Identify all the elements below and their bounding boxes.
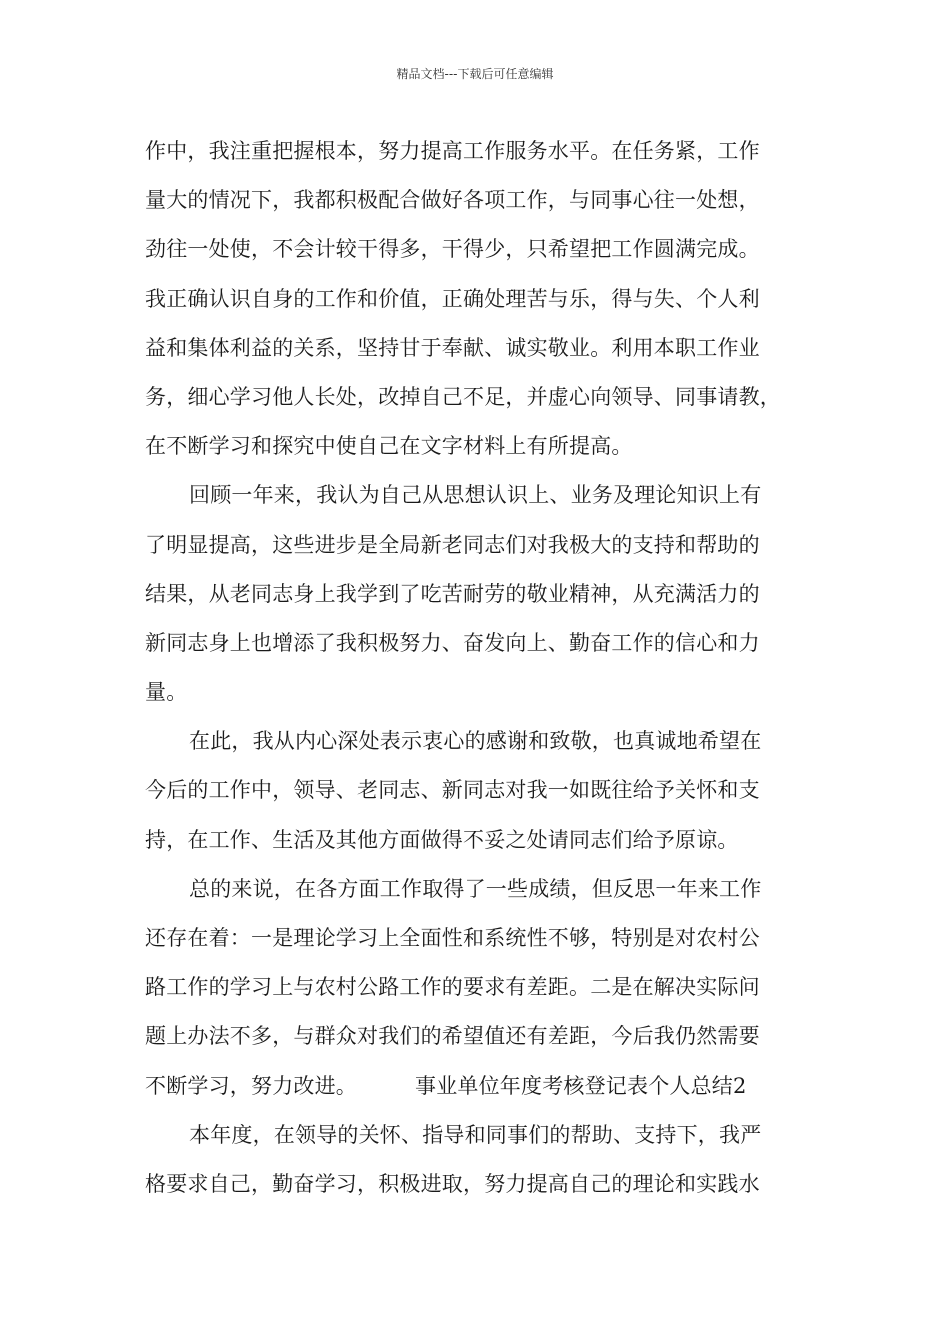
text-line: 了明显提高，这些进步是全局新老同志们对我极大的支持和帮助的 <box>145 532 760 557</box>
text-line: 还存在着：一是理论学习上全面性和系统性不够，特别是对农村公 <box>145 926 760 950</box>
page-header: 精品文档---下载后可任意编辑 <box>396 67 554 81</box>
text-line: 量大的情况下，我都积极配合做好各项工作，与同事心往一处想， <box>145 188 760 213</box>
text-line: 路工作的学习上与农村公路工作的要求有差距。二是在解决实际问 <box>145 975 760 1000</box>
section-title: 事业单位年度考核登记表个人总结2 <box>415 1073 747 1098</box>
paragraph-first-line: 总的来说，在各方面工作取得了一些成绩，但反思一年来工作 <box>189 876 762 901</box>
paragraph-first-line: 回顾一年来，我认为自己从思想认识上、业务及理论知识上有 <box>189 483 762 508</box>
text-line: 今后的工作中，领导、老同志、新同志对我一如既往给予关怀和支 <box>145 778 760 803</box>
text-line: 格要求自己，勤奋学习，积极进取，努力提高自己的理论和实践水 <box>145 1171 760 1196</box>
text-line: 结果，从老同志身上我学到了吃苦耐劳的敬业精神，从充满活力的 <box>145 581 760 606</box>
text-line: 持，在工作、生活及其他方面做得不妥之处请同志们给予原谅。 <box>145 827 739 852</box>
text-line: 劲往一处使，不会计较干得多，干得少，只希望把工作圆满完成。 <box>145 237 760 262</box>
text-line: 新同志身上也增添了我积极努力、奋发向上、勤奋工作的信心和力 <box>145 630 760 655</box>
text-line: 在不断学习和探究中使自己在文字材料上有所提高。 <box>145 434 633 459</box>
text-line: 我正确认识自身的工作和价值，正确处理苦与乐，得与失、个人利 <box>145 286 760 311</box>
document-body <box>145 135 825 1217</box>
text-line: 题上办法不多，与群众对我们的希望值还有差距，今后我仍然需要 <box>145 1024 760 1049</box>
paragraph-first-line: 本年度，在领导的关怀、指导和同事们的帮助、支持下，我严 <box>189 1122 762 1147</box>
text-fragment: 不断学习，努力改进。 <box>145 1073 357 1098</box>
text-line: 作中，我注重把握根本，努力提高工作服务水平。在任务紧，工作 <box>145 139 760 163</box>
text-line: 务，细心学习他人长处，改掉自己不足，并虚心向领导、同事请教， <box>145 384 781 409</box>
paragraph-first-line: 在此，我从内心深处表示衷心的感谢和致敬，也真诚地希望在 <box>189 729 762 754</box>
text-line-with-title <box>145 1070 825 1119</box>
text-line: 益和集体利益的关系，坚持甘于奉献、诚实敬业。利用本职工作业 <box>145 335 760 360</box>
text-line: 量。 <box>145 680 188 705</box>
